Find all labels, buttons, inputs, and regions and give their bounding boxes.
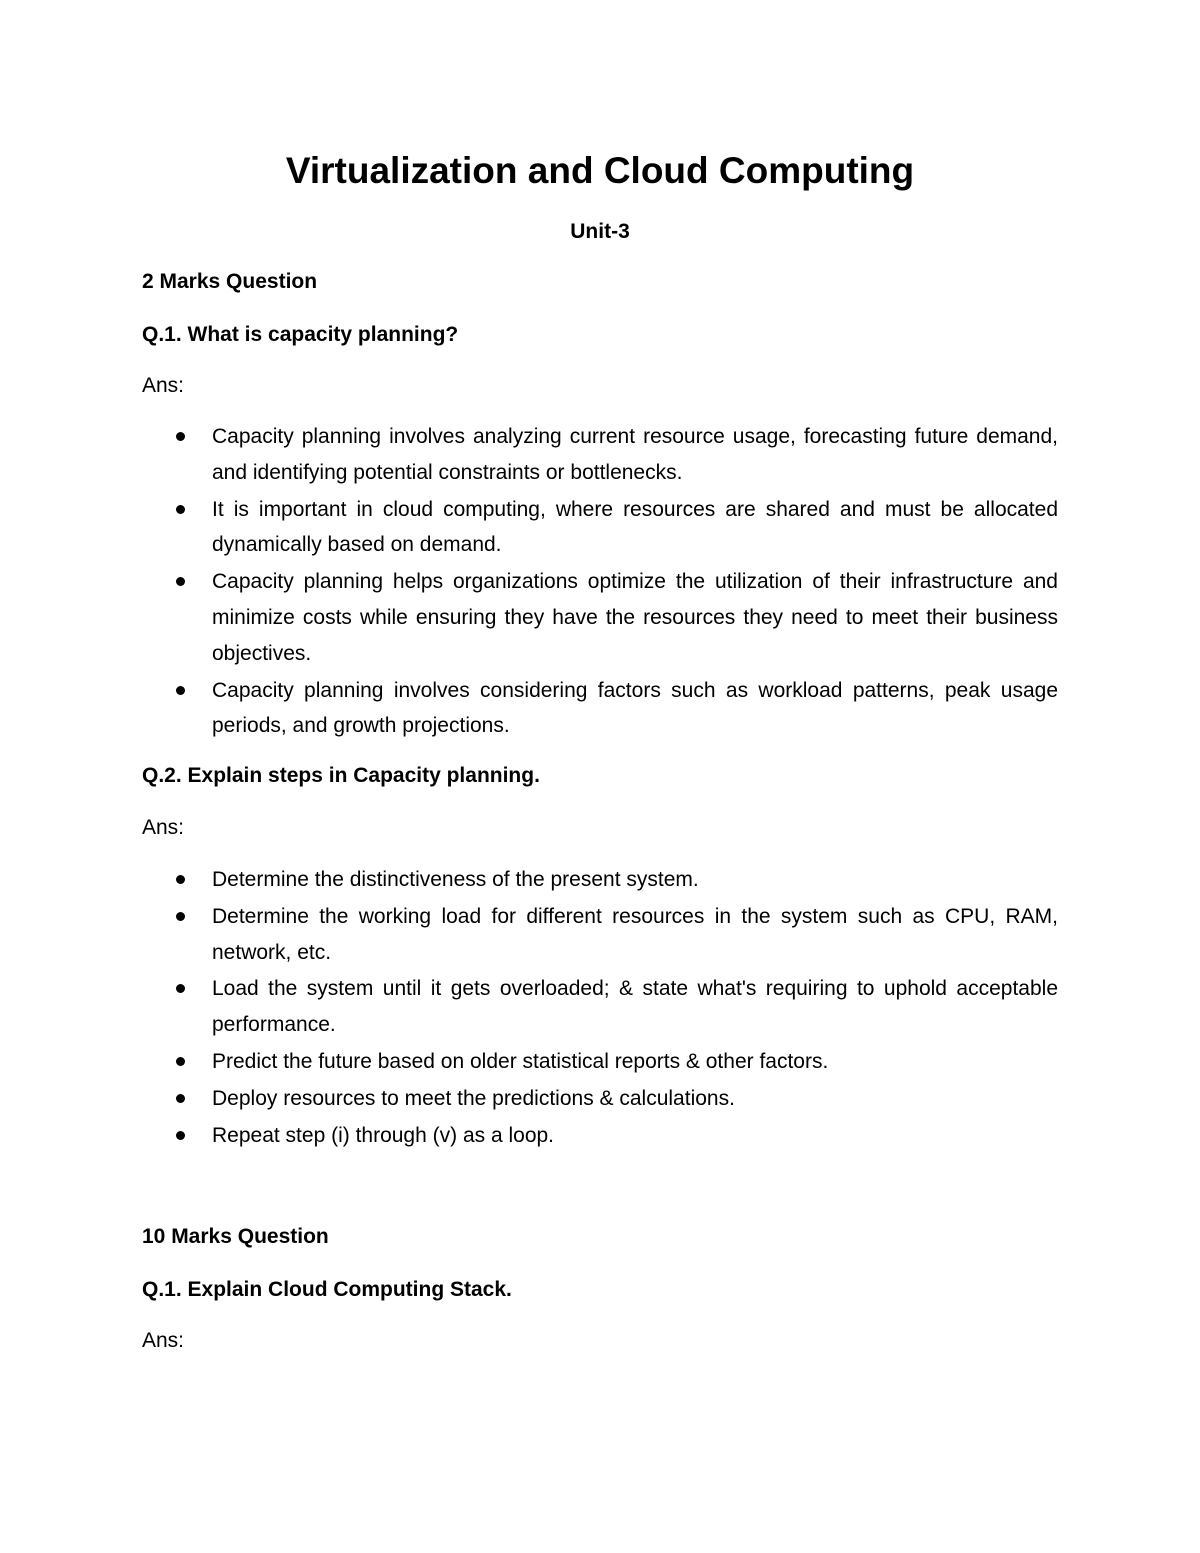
list-item-text: Load the system until it gets overloaded; & state what's requiring to uphold acceptable performance. xyxy=(212,977,1058,1037)
bullet-icon xyxy=(176,912,185,921)
list-item xyxy=(0,1118,1058,1154)
bullet-icon xyxy=(176,1131,185,1140)
list-item-text: Capacity planning helps organizations optimize the utilization of their infrastructure and minimize costs while ensuring they have the resources they need to meet their business objectives. xyxy=(212,570,1058,665)
ten-marks-question-1-heading: Q.1. Explain Cloud Computing Stack. xyxy=(142,1278,512,1301)
bullet-icon xyxy=(176,577,185,586)
bullet-icon xyxy=(176,505,185,514)
list-item xyxy=(0,419,1058,491)
list-item-text: Predict the future based on older statistical reports & other factors. xyxy=(212,1049,829,1073)
list-item-text: It is important in cloud computing, where resources are shared and must be allocated dynamically based on demand. xyxy=(212,497,1058,557)
list-item-text: Capacity planning involves analyzing current resource usage, forecasting future demand, and identifying potential constraints or bottlenecks. xyxy=(212,425,1058,484)
list-item-text: Deploy resources to meet the predictions & calculations. xyxy=(212,1086,735,1110)
list-item xyxy=(0,564,1058,671)
two-marks-heading: 2 Marks Question xyxy=(142,270,318,293)
bullet-icon xyxy=(176,1057,185,1066)
question-1-heading: Q.1. What is capacity planning? xyxy=(142,323,459,346)
list-item xyxy=(0,971,1058,1043)
question-2-ans-label: Ans: xyxy=(142,816,185,839)
list-item-text: Capacity planning involves considering factors such as workload patterns, peak usage periods, and growth projections. xyxy=(212,678,1058,738)
bullet-icon xyxy=(176,432,185,441)
list-item xyxy=(0,899,1058,971)
bullet-icon xyxy=(176,984,185,993)
question-2-answer-list xyxy=(0,862,1058,1154)
question-1-ans-label: Ans: xyxy=(142,374,185,397)
document-title: Virtualization and Cloud Computing xyxy=(285,150,915,191)
list-item-text: Determine the distinctiveness of the present system. xyxy=(212,868,699,891)
unit-label: Unit-3 xyxy=(570,220,630,243)
list-item xyxy=(0,1081,1058,1117)
ten-marks-heading: 10 Marks Question xyxy=(142,1225,329,1248)
list-item xyxy=(0,1044,1058,1080)
bullet-icon xyxy=(176,686,185,695)
ten-marks-question-1-ans-label: Ans: xyxy=(142,1329,185,1352)
list-item xyxy=(0,492,1058,564)
list-item xyxy=(0,862,1058,898)
question-2-heading: Q.2. Explain steps in Capacity planning. xyxy=(142,764,540,787)
list-item-text: Repeat step (i) through (v) as a loop. xyxy=(212,1123,555,1147)
list-item-text: Determine the working load for different resources in the system such as CPU, RAM, network, etc. xyxy=(212,904,1058,964)
bullet-icon xyxy=(176,875,185,884)
question-1-answer-list xyxy=(0,419,1058,745)
bullet-icon xyxy=(176,1094,185,1103)
list-item xyxy=(0,673,1058,745)
